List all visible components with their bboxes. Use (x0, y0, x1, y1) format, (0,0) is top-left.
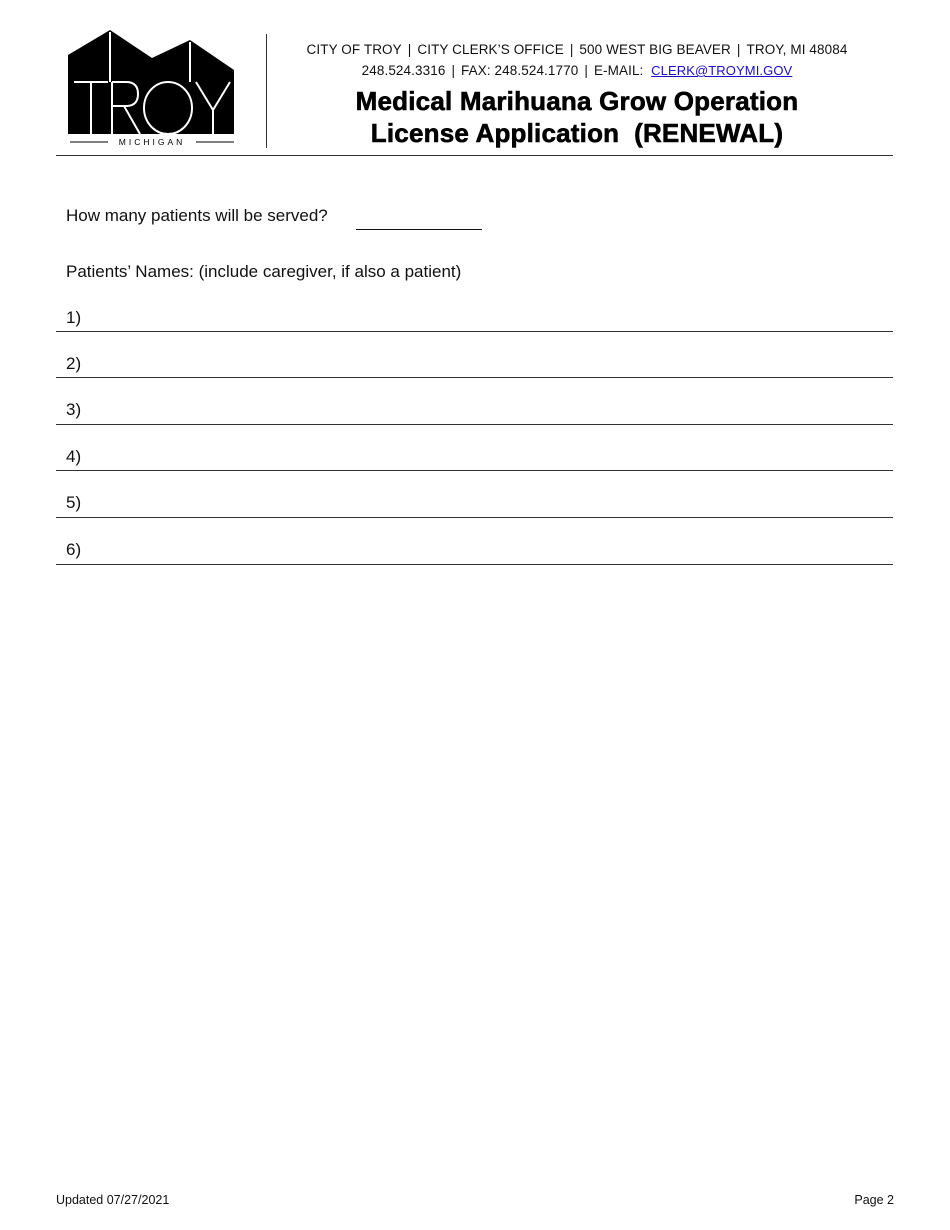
contact-email-link[interactable]: CLERK@TROYMI.GOV (651, 63, 793, 78)
patients-served-question: How many patients will be served? (66, 206, 328, 225)
contact-phone: 248.524.3316 (361, 63, 446, 78)
footer-page-number: Page 2 (854, 1193, 894, 1207)
patient-name-field[interactable] (56, 424, 893, 425)
contact-city-zip: TROY, MI 48084 (746, 42, 848, 57)
troy-logo-icon (68, 30, 236, 148)
logo-subtext: MICHIGAN (118, 137, 186, 147)
patient-name-field[interactable] (56, 564, 893, 565)
patient-row-number: 3) (66, 400, 82, 419)
document-title-line1: Medical Marihuana Grow Operation (355, 86, 799, 116)
patients-served-field[interactable] (356, 229, 482, 230)
contact-phone-line: 248.524.3316 | FAX: 248.524.1770 | E-MAIL: CLERK@TROYMI.GOV (361, 63, 793, 78)
patient-name-field[interactable] (56, 517, 893, 518)
patient-row-number: 6) (66, 540, 82, 559)
contact-office: CITY CLERK’S OFFICE (417, 42, 564, 57)
patient-name-field[interactable] (56, 331, 893, 332)
contact-email-label: E-MAIL: (593, 63, 644, 78)
patient-row-number: 5) (66, 493, 82, 512)
troy-michigan-logo (68, 30, 236, 148)
patient-row-number: 2) (66, 354, 82, 373)
header-vertical-divider (266, 34, 267, 148)
footer-updated-date: Updated 07/27/2021 (56, 1193, 170, 1207)
document-title (282, 85, 872, 149)
patient-row-number: 4) (66, 447, 82, 466)
contact-address-line: CITY OF TROY | CITY CLERK’S OFFICE | 500 WEST BIG BEAVER | TROY, MI 48084 (306, 42, 848, 57)
patient-row-number: 1) (66, 308, 82, 327)
contact-fax: FAX: 248.524.1770 (461, 63, 579, 78)
contact-street: 500 WEST BIG BEAVER (579, 42, 731, 57)
contact-city: CITY OF TROY (306, 42, 402, 57)
patient-name-field[interactable] (56, 377, 893, 378)
document-title-line2: License Application (RENEWAL) (370, 118, 784, 148)
header-rule (56, 155, 893, 156)
patient-names-label: Patients’ Names: (include caregiver, if also a patient) (66, 262, 462, 281)
patient-name-field[interactable] (56, 470, 893, 471)
